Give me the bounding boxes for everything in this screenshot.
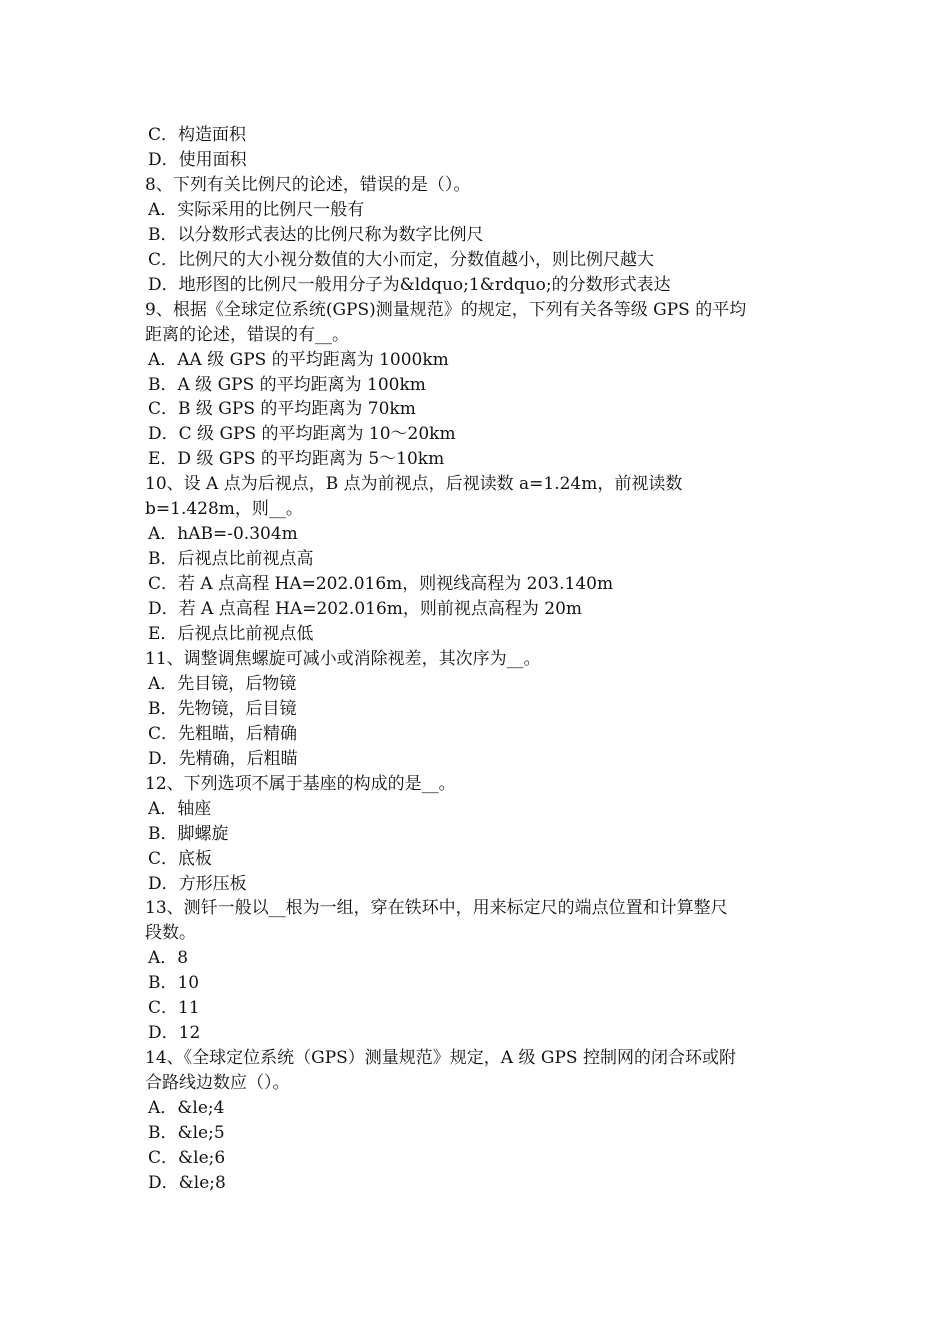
question-text: 合路线边数应（）。 [145,1073,290,1094]
answer-option: A．轴座 [148,798,212,819]
answer-option: A．AA 级 GPS 的平均距离为 1000km [148,349,449,370]
answer-option: B．A 级 GPS 的平均距离为 100km [148,374,426,395]
answer-option: B．脚螺旋 [148,823,229,844]
answer-option: B．10 [148,973,200,994]
answer-option: B．&le;5 [148,1123,225,1143]
question-text: 8、下列有关比例尺的论述，错误的是（）。 [145,174,471,195]
question-text: 11、调整调焦螺旋可减小或消除视差，其次序为__。 [145,648,541,669]
answer-option: D．先精确，后粗瞄 [148,748,298,769]
question-text: 13、测钎一般以__根为一组，穿在铁环中，用来标定尺的端点位置和计算整尺 [145,898,728,919]
answer-option: B．以分数形式表达的比例尺称为数字比例尺 [148,224,484,245]
answer-option: D．若 A 点高程 HA=202.016m，则前视点高程为 20m [148,599,583,619]
answer-option: C．比例尺的大小视分数值的大小而定，分数值越小，则比例尺越大 [148,249,655,270]
answer-option: D．12 [148,1023,201,1044]
question-text: b=1.428m，则__。 [145,499,303,520]
question-text: 14、《全球定位系统（GPS）测量规范》规定，A 级 GPS 控制网的闭合环或附 [145,1048,736,1069]
question-text: 距离的论述，错误的有__。 [145,324,349,345]
answer-option: C．先粗瞄，后精确 [148,723,298,744]
answer-option: C．构造面积 [148,125,247,145]
answer-option: C．若 A 点高程 HA=202.016m，则视线高程为 203.140m [148,574,614,595]
answer-option: D．&le;8 [148,1172,226,1193]
answer-option: D．地形图的比例尺一般用分子为&ldquo;1&rdquo;的分数形式表达 [148,274,671,295]
answer-option: A．8 [148,948,189,969]
answer-option: C．B 级 GPS 的平均距离为 70km [148,399,416,420]
question-text: 12、下列选项不属于基座的构成的是__。 [145,773,456,794]
question-text: 10、设 A 点为后视点，B 点为前视点，后视读数 a=1.24m，前视读数 [145,474,683,495]
answer-option: B．后视点比前视点高 [148,549,314,570]
answer-option: A．hAB=-0.304m [148,524,298,545]
answer-option: C．底板 [148,848,213,869]
question-text: 9、根据《全球定位系统(GPS)测量规范》的规定，下列有关各等级 GPS 的平均 [145,299,747,320]
answer-option: C．11 [148,998,200,1019]
answer-option: A．先目镜，后物镜 [148,673,297,694]
answer-option: C．&le;6 [148,1147,226,1168]
answer-option: B．先物镜，后目镜 [148,698,297,719]
answer-option: A．&le;4 [148,1098,225,1118]
answer-option: A．实际采用的比例尺一般有 [148,199,365,220]
answer-option: D．方形压板 [148,873,247,894]
answer-option: E．后视点比前视点低 [148,624,314,644]
question-text: 段数。 [145,923,196,944]
answer-option: D．使用面积 [148,149,247,170]
answer-option: D．C 级 GPS 的平均距离为 10～20km [148,424,456,445]
answer-option: E．D 级 GPS 的平均距离为 5～10km [148,449,445,470]
